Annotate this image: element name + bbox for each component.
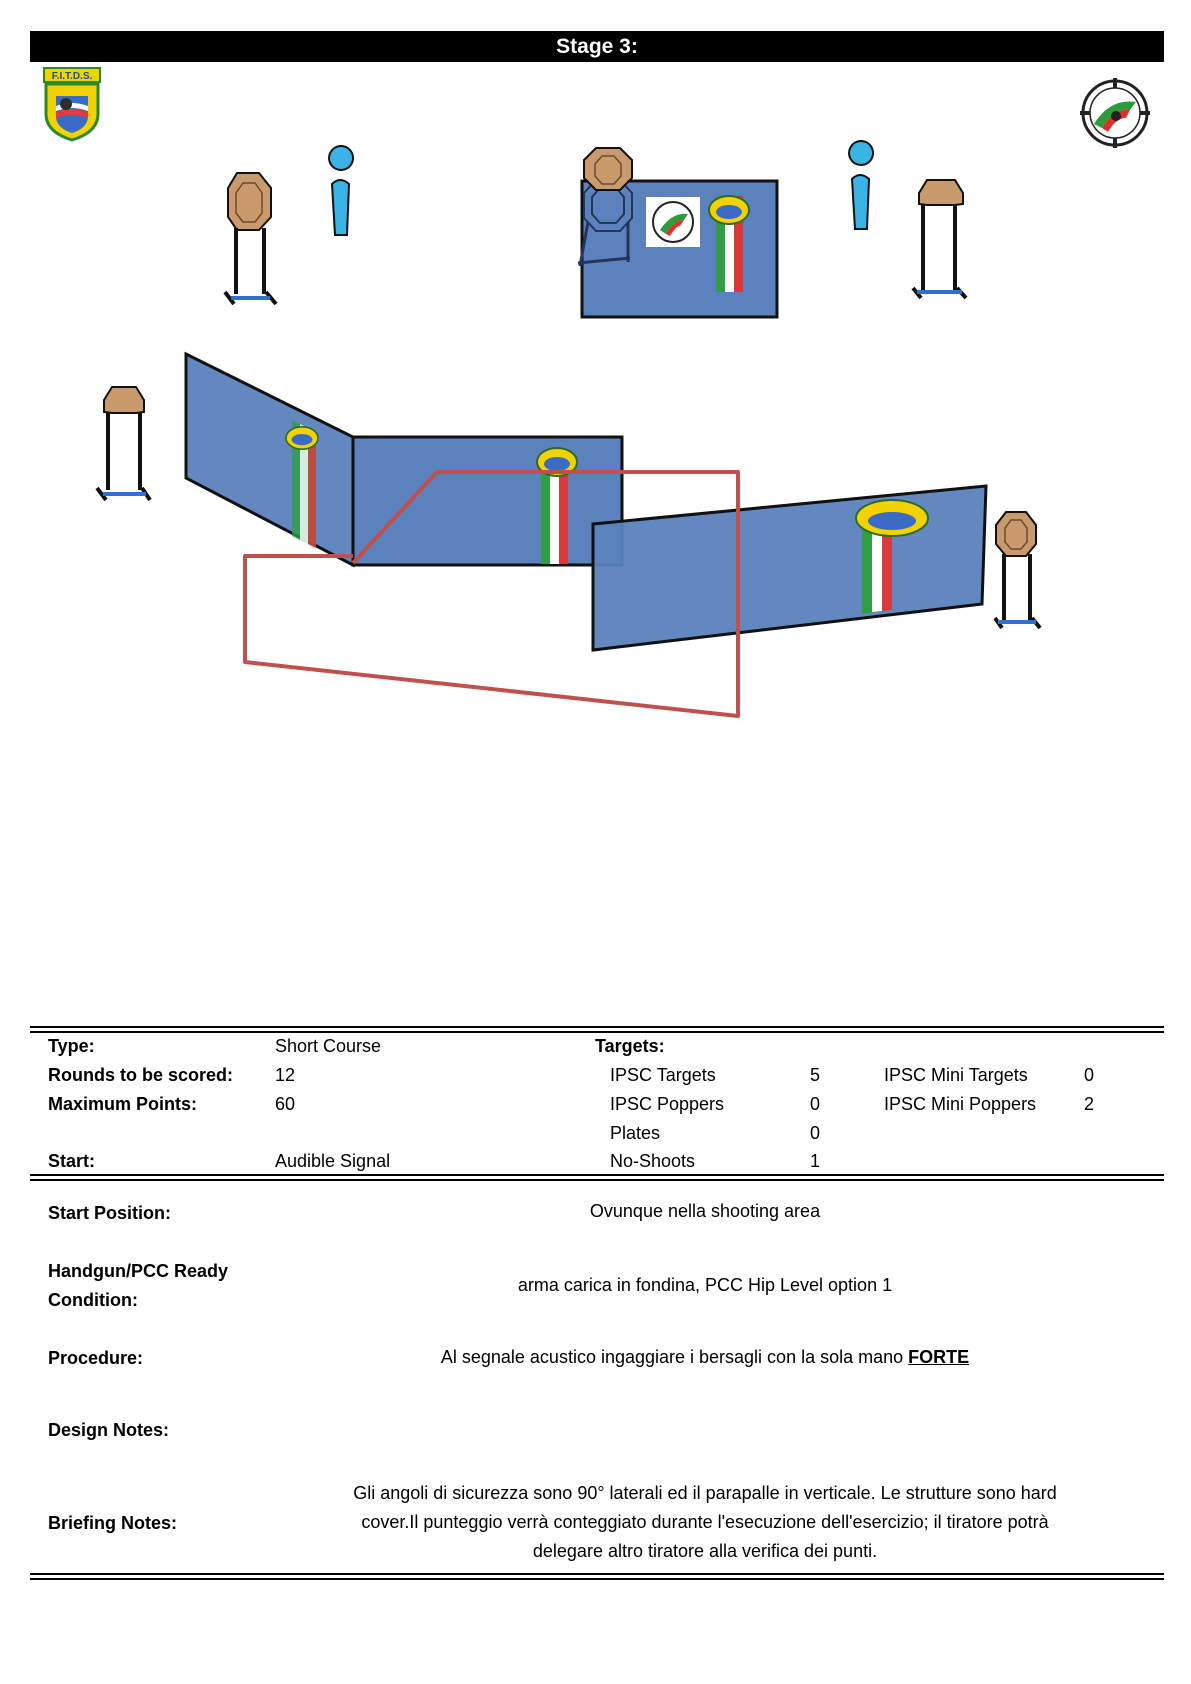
mini-poppers-value: 2 xyxy=(1084,1094,1095,1114)
procedure-label: Procedure: xyxy=(48,1348,144,1368)
mini-popper-right xyxy=(849,141,873,229)
plates-value: 0 xyxy=(810,1123,821,1143)
rule-bottom-2 xyxy=(30,1578,1164,1580)
svg-text:F.I.T.D.S.: F.I.T.D.S. xyxy=(51,71,93,82)
ipsc-target-right xyxy=(995,512,1040,628)
procedure-emphasis: FORTE xyxy=(908,1347,970,1367)
ipsc-target-top-left xyxy=(225,173,276,304)
wall-middle xyxy=(353,437,622,565)
briefing-notes-line-3: delegare altro tiratore alla verifica dei punti. xyxy=(532,1541,878,1561)
points-value: 60 xyxy=(275,1094,296,1114)
ipsc-target-top-right xyxy=(913,180,966,298)
rule-mid-1 xyxy=(30,1174,1164,1176)
no-shoots-value: 1 xyxy=(810,1151,821,1171)
ready-condition-value: arma carica in fondina, PCC Hip Level option 1 xyxy=(517,1275,893,1295)
wall-top-center xyxy=(582,181,777,317)
briefing-notes-line-2: cover.Il punteggio verrà conteggiato durante l'esecuzione dell'esercizio; il tiratore potrà xyxy=(361,1512,1049,1532)
mini-popper-left xyxy=(329,146,353,235)
mini-targets-label: IPSC Mini Targets xyxy=(884,1065,1028,1085)
plates-label: Plates xyxy=(610,1123,661,1143)
procedure-text: Al segnale acustico ingaggiare i bersagli con la sola mano xyxy=(440,1347,909,1367)
mini-targets-value: 0 xyxy=(1084,1065,1095,1085)
ipsc-targets-value: 5 xyxy=(810,1065,821,1085)
rounds-value: 12 xyxy=(275,1065,296,1085)
wall-left-angled xyxy=(186,354,353,565)
rule-top-1 xyxy=(30,1026,1164,1028)
ipsc-target-left xyxy=(97,387,150,500)
type-label: Type: xyxy=(48,1036,95,1056)
ready-condition-label-1: Handgun/PCC Ready xyxy=(48,1261,229,1281)
mini-poppers-label: IPSC Mini Poppers xyxy=(884,1094,1037,1114)
start-label: Start: xyxy=(48,1151,96,1171)
briefing-notes-line-1: Gli angoli di sicurezza sono 90° laterali ed il parapalle in verticale. Le strutture sono hard xyxy=(353,1483,1057,1503)
rule-mid-2 xyxy=(30,1179,1164,1181)
ipsc-targets-label: IPSC Targets xyxy=(610,1065,716,1085)
ipsc-target-top-center xyxy=(584,148,632,190)
procedure-value xyxy=(300,1346,1110,1368)
targets-label: Targets: xyxy=(595,1036,665,1056)
design-notes-label: Design Notes: xyxy=(48,1420,170,1440)
start-value: Audible Signal xyxy=(275,1151,391,1171)
type-value: Short Course xyxy=(275,1036,382,1056)
stage-diagram xyxy=(0,0,1191,740)
briefing-notes-label: Briefing Notes: xyxy=(48,1513,178,1533)
stage-title: Stage 3: xyxy=(30,31,1164,62)
points-label: Maximum Points: xyxy=(48,1094,198,1114)
ipsc-poppers-label: IPSC Poppers xyxy=(610,1094,725,1114)
ready-condition-label-2: Condition: xyxy=(48,1290,138,1310)
rule-top-2 xyxy=(30,1031,1164,1033)
start-position-label: Start Position: xyxy=(48,1203,172,1223)
rounds-label: Rounds to be scored: xyxy=(48,1065,234,1085)
wall-right xyxy=(593,486,986,650)
ipsc-poppers-value: 0 xyxy=(810,1094,821,1114)
no-shoots-label: No-Shoots xyxy=(610,1151,696,1171)
rule-bottom-1 xyxy=(30,1573,1164,1575)
start-position-value: Ovunque nella shooting area xyxy=(589,1201,821,1221)
